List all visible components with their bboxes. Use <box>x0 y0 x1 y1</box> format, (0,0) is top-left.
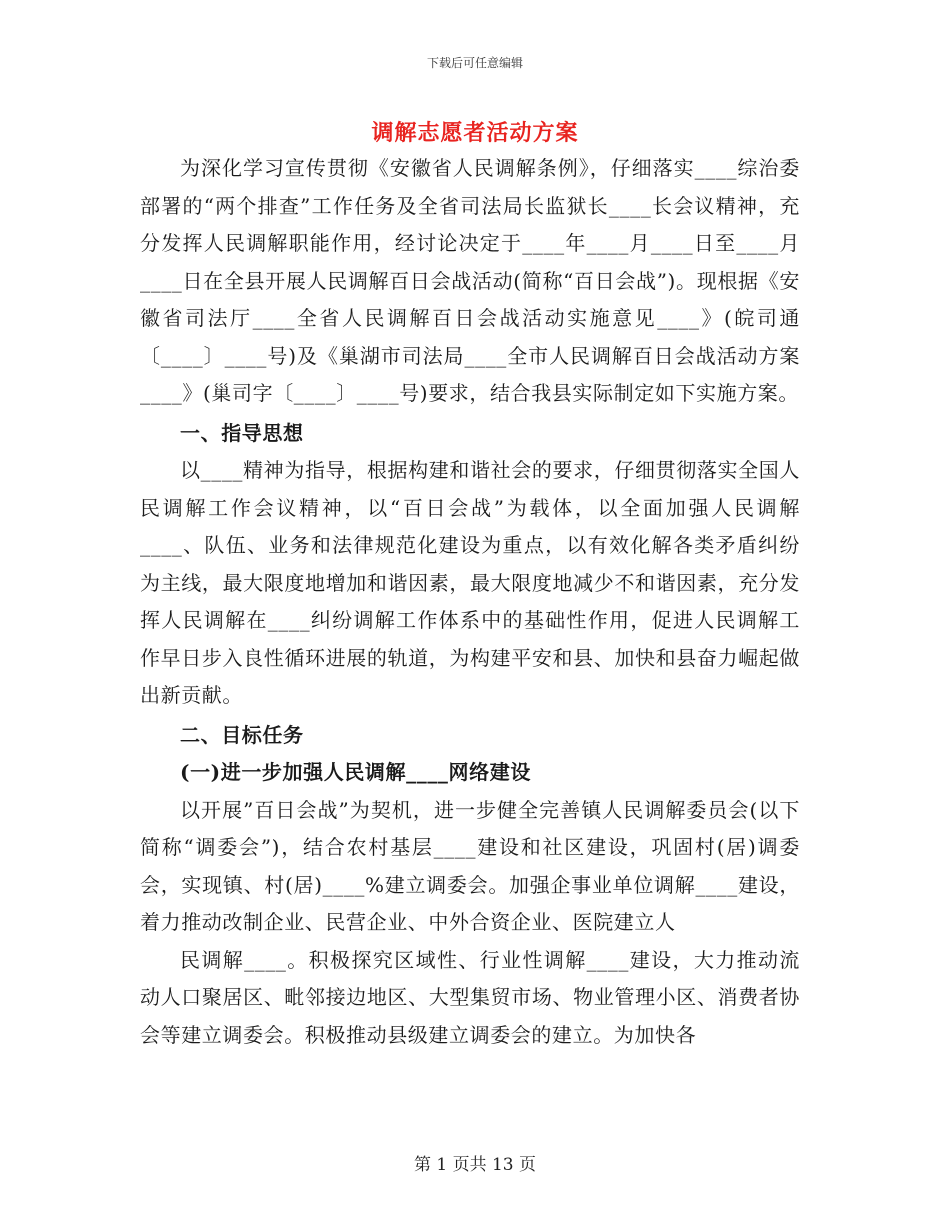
intro-paragraph: 为深化学习宣传贯彻《安徽省人民调解条例》，仔细落实____综治委部署的“两个排查”工作任务及全省司法局长监狱长____长会议精神，充分发挥人民调解职能作用，经讨论决定于____年____月____日至____月____日在全县开展人民调解百日会战活动(简称“百日会战”)。现根据《安徽省司法厅____全省人民调解百日会战活动实施意见____》(皖司通〔____〕____号)及《巢湖市司法局____全市人民调解百日会战活动方案____》(巢司字〔____〕____号)要求，结合我县实际制定如下实施方案。 <box>140 156 800 405</box>
network-paragraph: 以开展”百日会战”为契机，进一步健全完善镇人民调解委员会(以下简称“调委会”)，结合农村基层____建设和社区建设，巩固村(居)调委会，实现镇、村(居)____%建立调委会。加强企事业单位调解____建设，着力推动改制企业、民营企业、中外合资企业、医院建立人 <box>140 797 800 934</box>
subsection-heading-network: (一)进一步加强人民调解____网络建设 <box>180 760 531 784</box>
header-note: 下载后可任意编辑 <box>426 56 523 70</box>
section-heading-guiding-ideology: 一、指导思想 <box>180 420 304 445</box>
document-title: 调解志愿者活动方案 <box>371 120 579 146</box>
document-body <box>140 150 800 1054</box>
section-heading-goals: 二、目标任务 <box>180 722 304 747</box>
page-footer: 第 1 页共 13 页 <box>413 1155 537 1175</box>
continuation-paragraph: 民调解____。积极探究区域性、行业性调解____建设，大力推动流动人口聚居区、毗邻接边地区、大型集贸市场、物业管理小区、消费者协会等建立调委会。积极推动县级建立调委会的建立。为加快各 <box>140 947 800 1047</box>
guiding-ideology-paragraph: 以____精神为指导，根据构建和谐社会的要求，仔细贯彻落实全国人民调解工作会议精神，以“百日会战”为载体，以全面加强人民调解____、队伍、业务和法律规范化建设为重点，以有效化解各类矛盾纠纷为主线，最大限度地增加和谐因素，最大限度地减少不和谐因素，充分发挥人民调解在____纠纷调解工作体系中的基础性作用，促进人民调解工作早日步入良性循环进展的轨道，为构建平安和县、加快和县奋力崛起做出新贡献。 <box>140 458 800 707</box>
